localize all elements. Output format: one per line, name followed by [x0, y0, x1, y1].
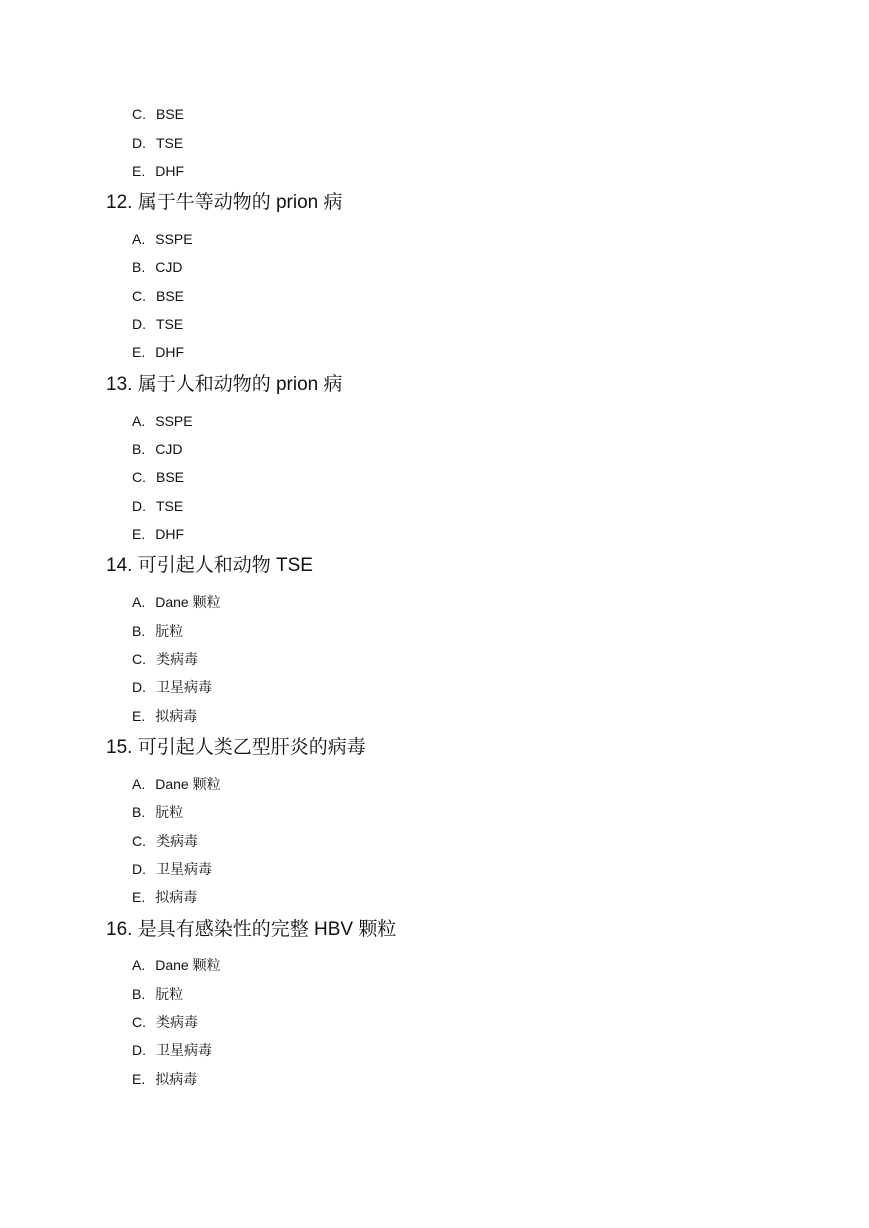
option-text: 卫星病毒 — [156, 1042, 212, 1058]
option-letter: C. — [132, 651, 146, 667]
option-c — [132, 468, 184, 486]
option-letter: D. — [132, 1042, 146, 1058]
option-text: 拟病毒 — [155, 1071, 198, 1087]
option-text: DHF — [155, 526, 185, 542]
option-text: 卫星病毒 — [156, 679, 212, 695]
option-c — [132, 832, 198, 850]
option-text: TSE — [156, 498, 184, 514]
option-text: 拟病毒 — [155, 889, 198, 905]
question-title: 16. 是具有感染性的完整 HBV 颗粒 — [106, 919, 397, 940]
option-letter: A. — [132, 231, 146, 247]
option-e — [132, 707, 197, 725]
option-text: TSE — [156, 135, 184, 151]
option-text: CJD — [155, 441, 183, 457]
option-text: 类病毒 — [156, 651, 198, 667]
option-letter: C. — [132, 469, 146, 485]
option-b — [132, 985, 183, 1003]
option-text: BSE — [156, 106, 185, 122]
option-letter: C. — [132, 1014, 146, 1030]
option-c — [132, 650, 198, 668]
option-letter: E. — [132, 889, 146, 905]
option-text: Dane 颗粒 — [155, 776, 221, 792]
option-c — [132, 105, 184, 123]
option-letter: B. — [132, 441, 146, 457]
option-d — [132, 860, 212, 878]
option-text: Dane 颗粒 — [155, 594, 221, 610]
option-letter: E. — [132, 163, 146, 179]
option-d — [132, 315, 183, 333]
option-e — [132, 888, 197, 906]
question-title: 13. 属于人和动物的 prion 病 — [106, 374, 343, 395]
option-letter: E. — [132, 526, 146, 542]
option-letter: E. — [132, 708, 146, 724]
option-text: BSE — [156, 288, 185, 304]
option-letter: C. — [132, 288, 146, 304]
option-text: 朊粒 — [155, 623, 184, 639]
option-letter: D. — [132, 498, 146, 514]
option-text: 拟病毒 — [155, 708, 198, 724]
option-letter: D. — [132, 135, 146, 151]
option-letter: D. — [132, 679, 146, 695]
option-e — [132, 343, 184, 361]
option-c — [132, 1013, 198, 1031]
option-c — [132, 287, 184, 305]
option-b — [132, 622, 183, 640]
option-letter: A. — [132, 957, 146, 973]
option-letter: A. — [132, 594, 146, 610]
option-b — [132, 803, 183, 821]
option-letter: D. — [132, 861, 146, 877]
option-d — [132, 1041, 212, 1059]
option-letter: C. — [132, 833, 146, 849]
option-letter: C. — [132, 106, 146, 122]
option-text: 朊粒 — [155, 986, 184, 1002]
question-title: 12. 属于牛等动物的 prion 病 — [106, 192, 343, 213]
option-letter: B. — [132, 804, 146, 820]
option-text: CJD — [155, 259, 183, 275]
option-a — [132, 230, 193, 248]
option-d — [132, 678, 212, 696]
option-letter: D. — [132, 316, 146, 332]
option-letter: A. — [132, 413, 146, 429]
option-text: 类病毒 — [156, 1014, 198, 1030]
option-b — [132, 258, 182, 276]
option-e — [132, 525, 184, 543]
option-e — [132, 1070, 197, 1088]
option-letter: B. — [132, 259, 146, 275]
option-a — [132, 412, 193, 430]
option-d — [132, 134, 183, 152]
option-letter: E. — [132, 1071, 146, 1087]
option-letter: B. — [132, 623, 146, 639]
option-letter: B. — [132, 986, 146, 1002]
question-title: 15. 可引起人类乙型肝炎的病毒 — [106, 737, 366, 758]
option-letter: E. — [132, 344, 146, 360]
option-text: 朊粒 — [155, 804, 184, 820]
question-title: 14. 可引起人和动物 TSE — [106, 555, 313, 576]
option-text: DHF — [155, 344, 185, 360]
option-text: SSPE — [155, 413, 193, 429]
option-text: BSE — [156, 469, 185, 485]
option-text: 卫星病毒 — [156, 861, 212, 877]
option-text: SSPE — [155, 231, 193, 247]
option-text: 类病毒 — [156, 833, 198, 849]
option-text: Dane 颗粒 — [155, 957, 221, 973]
option-a — [132, 956, 221, 974]
option-a — [132, 775, 221, 793]
option-e — [132, 162, 184, 180]
option-text: TSE — [156, 316, 184, 332]
option-a — [132, 593, 221, 611]
option-b — [132, 440, 182, 458]
option-letter: A. — [132, 776, 146, 792]
option-text: DHF — [155, 163, 185, 179]
option-d — [132, 497, 183, 515]
